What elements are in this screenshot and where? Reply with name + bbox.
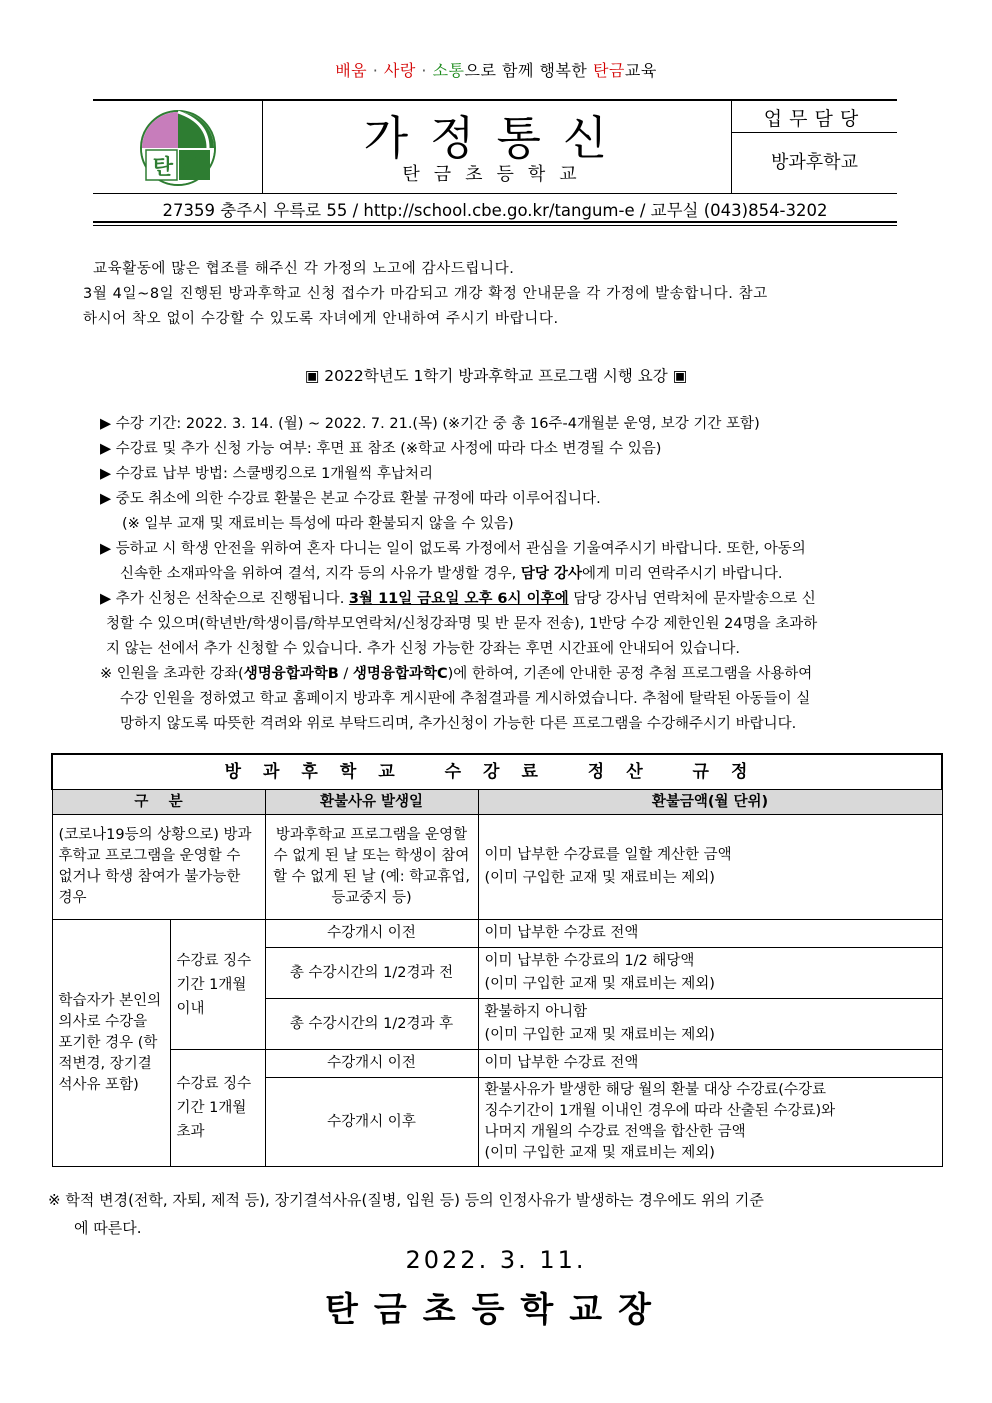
duty-value: 방과후학교 <box>771 152 858 173</box>
newsletter-title: 가정통신 <box>363 111 630 165</box>
header-mid-rule <box>93 193 897 194</box>
rd-when: 수강개시 이전 <box>265 1050 478 1078</box>
bullet-refund-note: (※ 일부 교재 및 재료비는 특성에 따라 환불되지 않을 수 있음) <box>122 516 514 532</box>
note-lottery-3: 망하지 않도록 따뜻한 격려와 위로 부탁드리며, 추가신청이 가능한 다른 프로그램을 수강해주시기 바랍니다. <box>120 716 797 732</box>
note-lottery-2: 수강 인원을 정하였고 학교 홈페이지 방과후 게시판에 추첨결과를 게시하였습니다. 추첨에 탈락된 아동들이 실 <box>120 691 811 707</box>
re-amount: 환불사유가 발생한 해당 월의 환불 대상 수강료(수강료 징수기간이 1개월 이내인 경우에 따라 산출된 수강료)와 나머지 개월의 수강료 전액을 합산한 금액 (이미 구입한 교재 및 재료비는 제외) <box>478 1078 942 1167</box>
bullet-fee-table: ▶ 수강료 및 추가 신청 가능 여부: 후면 표 참조 (※학교 사정에 따라 다소 변경될 수 있음) <box>100 441 662 457</box>
rd-amount: 이미 납부한 수강료 전액 <box>478 1050 942 1078</box>
bullet-safety-2: 신속한 소재파악을 위하여 결석, 지각 등의 사유가 발생할 경우, 담당 강사에게 미리 연락주시기 바랍니다. <box>120 566 783 582</box>
bullet-additional-2: 청할 수 있으며(학년반/학생이름/학부모연락처/신청강좌명 및 반 문자 전송), 1반당 수강 제한인원 24명을 초과하 <box>106 616 818 632</box>
section-title: ▣ 2022학년도 1학기 방과후학교 프로그램 시행 요강 ▣ <box>304 367 688 385</box>
bullet-payment: ▶ 수강료 납부 방법: 스쿨뱅킹으로 1개월씩 후납처리 <box>100 466 434 482</box>
row1-when: 방과후학교 프로그램을 운영할 수 없게 된 날 또는 학생이 참여할 수 없게 된 날 (예: 학교휴업, 등교중지 등) <box>265 815 478 920</box>
re-when: 수강개시 이후 <box>265 1078 478 1167</box>
sub-within-1month: 수강료 징수기간 1개월 이내 <box>170 920 265 1050</box>
header-bottom-rule <box>93 221 897 223</box>
note-lottery-1: ※ 인원을 초과한 강좌(생명융합과학B / 생명융합과학C)에 한하여, 기존에 안내한 공정 추첨 프로그램을 사용하여 <box>100 666 813 682</box>
ra-when: 수강개시 이전 <box>265 920 478 948</box>
rb-amount: 이미 납부한 수강료의 1/2 해당액 (이미 구입한 교재 및 재료비는 제외) <box>478 948 942 999</box>
header-category: 구 분 <box>52 790 265 815</box>
ra-amount: 이미 납부한 수강료 전액 <box>478 920 942 948</box>
logo-text: 탄금 <box>152 155 206 179</box>
bullet-safety-1: ▶ 등하교 시 학생 안전을 위하여 혼자 다니는 일이 없도록 가정에서 관심을 기울여주시기 바랍니다. 또한, 아동의 <box>100 541 806 557</box>
school-name: 탄금초등학교 <box>402 164 591 185</box>
intro-line-2: 3월 4일~8일 진행된 방과후학교 신청 접수가 마감되고 개강 확정 안내문을 각 가정에 발송합니다. 참고 <box>83 286 768 302</box>
group-label: 학습자가 본인의 의사로 수강을 포기한 경우 (학적변경, 장기결석사유 포함) <box>52 920 170 1167</box>
school-address: 27359 충주시 우륵로 55 / http://school.cbe.go.kr/tangum-e / 교무실 (043)854-3202 <box>162 201 828 220</box>
refund-table <box>51 753 943 1167</box>
rc-amount: 환불하지 아니함 (이미 구입한 교재 및 재료비는 제외) <box>478 999 942 1050</box>
table-row <box>52 920 942 948</box>
footnote: ※ 학적 변경(전학, 자퇴, 제적 등), 장기결석사유(질병, 입원 등) 등의 인정사유가 발생하는 경우에도 위의 기준 에 따른다. <box>48 1191 764 1237</box>
bullet-additional-3: 지 않는 선에서 추가 신청할 수 있습니다. 추가 신청 가능한 강좌는 후면 시간표에 안내되어 있습니다. <box>106 641 741 657</box>
table-title: 방과후학교 수강료 정산 규정 <box>52 754 942 790</box>
row1-amount: 이미 납부한 수강료를 일할 계산한 금액 (이미 구입한 교재 및 재료비는 제외) <box>478 815 942 920</box>
bullet-additional-1: ▶ 추가 신청은 선착순으로 진행됩니다. 3월 11일 금요일 오후 6시 이후에 담당 강사님 연락처에 문자발송으로 신 <box>100 591 816 607</box>
issue-date: 2022. 3. 11. <box>405 1246 587 1274</box>
sub-over-1month: 수강료 징수기간 1개월 초과 <box>170 1050 265 1167</box>
intro-line-1: 교육활동에 많은 협조를 해주신 각 가정의 노고에 감사드립니다. <box>93 261 515 277</box>
school-logo <box>138 108 218 188</box>
table-row <box>52 1050 942 1078</box>
duty-label: 업무담당 <box>763 108 866 130</box>
rc-when: 총 수강시간의 1/2경과 후 <box>265 999 478 1050</box>
rb-when: 총 수강시간의 1/2경과 전 <box>265 948 478 999</box>
duty-divider <box>732 132 897 133</box>
bullet-period: ▶ 수강 기간: 2022. 3. 14. (월) ~ 2022. 7. 21.(목) (※기간 중 총 16주-4개월분 운영, 보강 기간 포함) <box>100 416 760 432</box>
header-top-rule <box>93 99 897 101</box>
principal-signature: 탄금초등학교장 <box>325 1290 667 1330</box>
table-header-row <box>52 790 942 815</box>
intro-line-3: 하시어 착오 없이 수강할 수 있도록 자녀에게 안내하여 주시기 바랍니다. <box>83 311 559 327</box>
row1-category: (코로나19등의 상황으로) 방과후학교 프로그램을 운영할 수 없거나 학생 참여가 불가능한 경우 <box>52 815 265 920</box>
slogan: 배움 · 사랑 · 소통으로 함께 행복한 탄금교육 <box>335 61 657 80</box>
header-when: 환불사유 발생일 <box>265 790 478 815</box>
table-title-row <box>52 754 942 790</box>
header-amount: 환불금액(월 단위) <box>478 790 942 815</box>
bullet-refund: ▶ 중도 취소에 의한 수강료 환불은 본교 수강료 환불 규정에 따라 이루어집니다. <box>100 491 601 507</box>
header-bottom-rule-thin <box>93 225 897 226</box>
table-row <box>52 815 942 920</box>
